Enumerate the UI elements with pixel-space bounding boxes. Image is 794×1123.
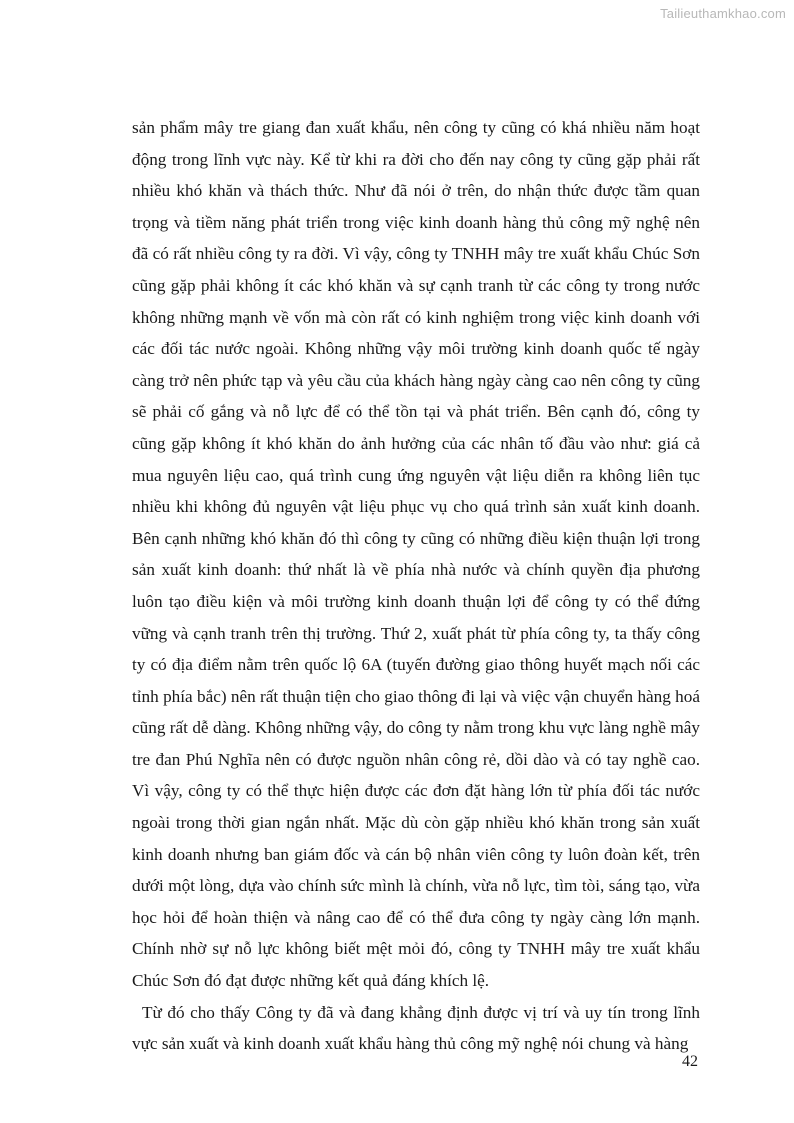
paragraph-continued: sản phẩm mây tre giang đan xuất khẩu, nên công ty cũng có khá nhiều năm hoạt động trong lĩnh vực này. Kể từ khi ra đời cho đến nay công ty cũng gặp phải rất nhiều khó khăn và thách thức. Như đã nói ở trên, do nhận thức được tầm quan trọng và tiềm năng phát triển trong việc kinh doanh hàng thủ công mỹ nghệ nên đã có rất nhiều công ty ra đời. Vì vậy, công ty TNHH mây tre xuất khẩu Chúc Sơn cũng gặp phải không ít các khó khăn và sự cạnh tranh từ các công ty trong nước không những mạnh về vốn mà còn rất có kinh nghiệm trong việc kinh doanh với các đối tác nước ngoài. Không những vậy môi trường kinh doanh quốc tế ngày càng trở nên phức tạp và yêu cầu của khách hàng ngày càng cao nên công ty cũng sẽ phải cố gắng và nỗ lực để có thể tồn tại và phát triển. Bên cạnh đó, công ty cũng gặp không ít khó khăn do ảnh hưởng của các nhân tố đầu vào như: giá cả mua nguyên liệu cao, quá trình cung ứng nguyên vật liệu diễn ra không liên tục nhiều khi không đủ nguyên vật liệu phục vụ cho quá trình sản xuất kinh doanh. Bên cạnh những khó khăn đó thì công ty cũng có những điều kiện thuận lợi trong sản xuất kinh doanh: thứ nhất là về phía nhà nước và chính quyền địa phương luôn tạo điều kiện và môi trường kinh doanh thuận lợi để công ty có thể đứng vững và cạnh tranh trên thị trường. Thứ 2, xuất phát từ phía công ty, ta thấy công ty có địa điểm nằm trên quốc lộ 6A (tuyến đường giao thông huyết mạch nối các tỉnh phía bắc) nên rất thuận tiện cho giao thông đi lại và việc vận chuyển hàng hoá cũng rất dễ dàng. Không những vậy, do công ty nằm trong khu vực làng nghề mây tre đan Phú Nghĩa nên có được nguồn nhân công rẻ, dồi dào và có tay nghề cao. Vì vậy, công ty có thể thực hiện được các đơn đặt hàng lớn từ phía đối tác nước ngoài trong thời gian ngắn nhất. Mặc dù còn gặp nhiều khó khăn trong sản xuất kinh doanh nhưng ban giám đốc và cán bộ nhân viên công ty luôn đoàn kết, trên dưới một lòng, dựa vào chính sức mình là chính, vừa nỗ lực, tìm tòi, sáng tạo, vừa học hỏi để hoàn thiện và nâng cao để có thể đưa công ty ngày càng lớn mạnh. Chính nhờ sự nỗ lực không biết mệt mỏi đó, công ty TNHH mây tre xuất khẩu Chúc Sơn đó đạt được những kết quả đáng khích lệ. [132, 118, 700, 991]
page-number: 42 [682, 1053, 698, 1070]
page-body [132, 112, 700, 1060]
watermark: Tailieuthamkhao.com [660, 6, 786, 21]
paragraph: Từ đó cho thấy Công ty đã và đang khẳng định được vị trí và uy tín trong lĩnh vực sản xuất và kinh doanh xuất khẩu hàng thủ công mỹ nghệ nói chung và hàng [132, 1002, 700, 1054]
